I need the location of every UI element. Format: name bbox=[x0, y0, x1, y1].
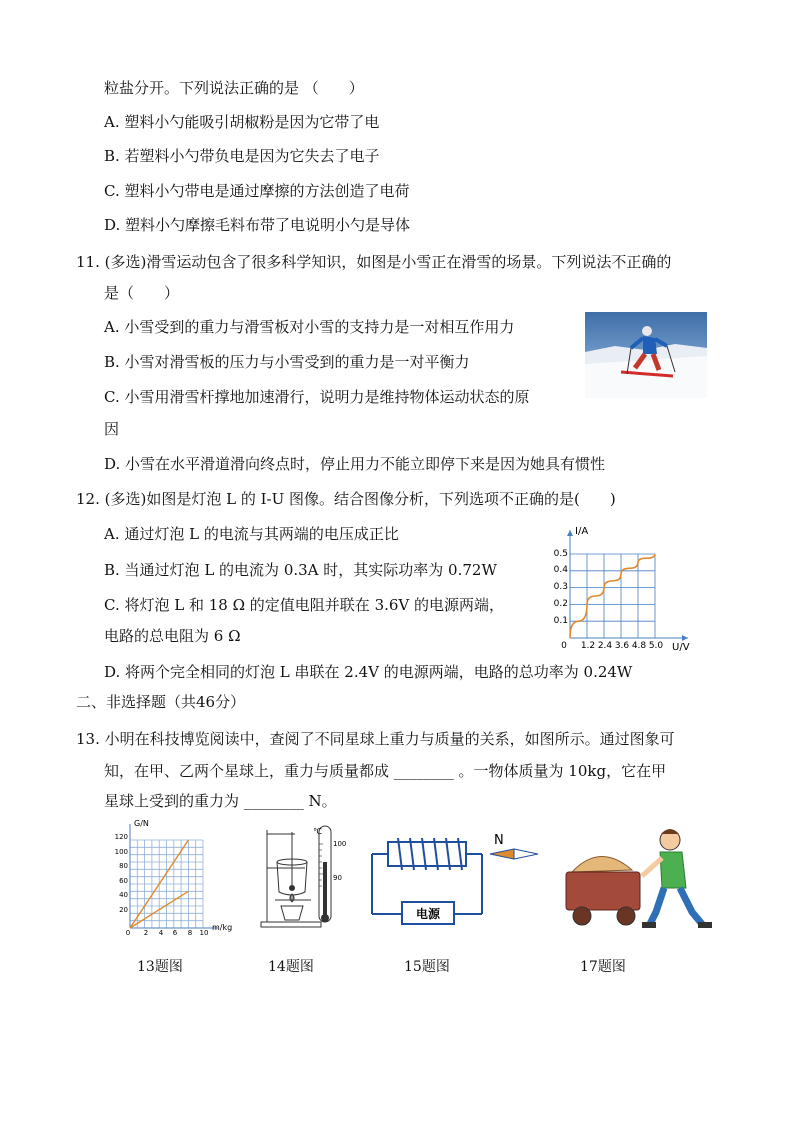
q11-option-a: A. 小雪受到的重力与滑雪板对小雪的支持力是一对相互作用力 bbox=[104, 318, 515, 336]
q12-option-c-cont: 电路的总电阻为 6 Ω bbox=[104, 627, 241, 645]
iu-xtick: 0 bbox=[561, 641, 567, 651]
gm-xtick: 0 bbox=[125, 929, 131, 936]
gm-xlabel: m/kg bbox=[212, 923, 233, 932]
figure-caption-17: 17题图 bbox=[580, 959, 626, 975]
compass-north-label: N bbox=[494, 833, 504, 848]
section-2-heading: 二、非选择题（共46分） bbox=[76, 693, 246, 711]
gm-xtick: 8 bbox=[187, 929, 193, 936]
q11-stem-line2: 是（ ） bbox=[104, 284, 180, 302]
gm-ytick: 40 bbox=[119, 891, 128, 899]
power-source-label: 电源 bbox=[415, 907, 441, 921]
q11-option-c: C. 小雪用滑雪杆撑地加速滑行，说明力是维持物体运动状态的原 bbox=[104, 388, 530, 406]
solenoid-figure bbox=[368, 830, 543, 930]
thermometer-unit: ℃ bbox=[313, 827, 322, 836]
gm-ytick: 120 bbox=[114, 833, 128, 841]
q11-stem-line1: 11. (多选)滑雪运动包含了很多科学知识，如图是小雪正在滑雪的场景。下列说法不正确的 bbox=[76, 253, 672, 271]
q10-stem: 粒盐分开。下列说法正确的是 （ ） bbox=[104, 79, 364, 97]
q13-line2: 知，在甲、乙两个星球上，重力与质量都成 ________ 。一物体质量为 10kg，它在甲 bbox=[104, 762, 667, 780]
compass-needle-icon bbox=[490, 849, 514, 859]
gm-ytick: 20 bbox=[119, 906, 128, 914]
q11-option-b: B. 小雪对滑雪板的压力与小雪受到的重力是一对平衡力 bbox=[104, 353, 470, 371]
figure-caption-14: 14题图 bbox=[268, 959, 314, 975]
iu-ytick: 0.4 bbox=[553, 565, 568, 575]
iu-ytick: 0.2 bbox=[553, 599, 568, 609]
iu-xtick: 3.6 bbox=[614, 641, 630, 651]
q12-option-d: D. 将两个完全相同的灯泡 L 串联在 2.4V 的电源两端，电路的总功率为 0.24W bbox=[104, 663, 633, 681]
gm-chart bbox=[108, 816, 238, 936]
q10-option-b: B. 若塑料小勺带负电是因为它失去了电子 bbox=[104, 147, 380, 165]
boy-pushing-cart-figure bbox=[560, 820, 720, 932]
iu-chart bbox=[548, 520, 698, 652]
gm-ytick: 80 bbox=[119, 862, 128, 870]
q12-stem: 12. (多选)如图是灯泡 L 的 I-U 图像。结合图像分析，下列选项不正确的是( ) bbox=[76, 490, 616, 508]
thermometer-mark-top: 100 bbox=[333, 840, 347, 848]
gm-xtick: 10 bbox=[199, 929, 209, 936]
gm-xtick: 6 bbox=[172, 929, 178, 936]
skiing-photo bbox=[585, 312, 707, 398]
gm-xtick: 2 bbox=[143, 929, 149, 936]
iu-xlabel: U/V bbox=[672, 642, 690, 652]
iu-ytick: 0.5 bbox=[553, 549, 568, 559]
figure-caption-15: 15题图 bbox=[404, 959, 450, 975]
gm-ylabel: G/N bbox=[134, 819, 149, 828]
q11-option-d: D. 小雪在水平滑道滑向终点时，停止用力不能立即停下来是因为她具有惯性 bbox=[104, 455, 606, 473]
figure-caption-13: 13题图 bbox=[137, 959, 183, 975]
iu-xtick: 2.4 bbox=[597, 641, 613, 651]
iu-curve bbox=[570, 554, 655, 638]
iu-ytick: 0.3 bbox=[553, 582, 568, 592]
q12-option-b: B. 当通过灯泡 L 的电流为 0.3A 时，其实际功率为 0.72W bbox=[104, 561, 497, 579]
q12-option-c: C. 将灯泡 L 和 18 Ω 的定值电阻并联在 3.6V 的电源两端， bbox=[104, 596, 505, 614]
thermometer-mark-bottom: 90 bbox=[333, 874, 342, 882]
boiling-experiment-figure bbox=[255, 822, 355, 932]
q10-option-c: C. 塑料小勺带电是通过摩擦的方法创造了电荷 bbox=[104, 182, 410, 200]
iu-ytick: 0.1 bbox=[553, 616, 568, 626]
iu-xtick: 4.8 bbox=[631, 641, 647, 651]
iu-xtick: 1.2 bbox=[580, 641, 596, 651]
q10-option-d: D. 塑料小勺摩擦毛料布带了电说明小勺是导体 bbox=[104, 216, 411, 234]
iu-ylabel: I/A bbox=[575, 526, 589, 537]
gm-ytick: 60 bbox=[119, 877, 128, 885]
q10-option-a: A. 塑料小勺能吸引胡椒粉是因为它带了电 bbox=[104, 113, 380, 131]
q11-option-c-cont: 因 bbox=[104, 420, 120, 438]
q13-line3: 星球上受到的重力为 ________ N。 bbox=[104, 792, 337, 810]
gm-ytick: 100 bbox=[114, 848, 128, 856]
q12-option-a: A. 通过灯泡 L 的电流与其两端的电压成正比 bbox=[104, 525, 399, 543]
gm-xtick: 4 bbox=[158, 929, 164, 936]
q13-line1: 13. 小明在科技博览阅读中，查阅了不同星球上重力与质量的关系，如图所示。通过图象可 bbox=[76, 730, 675, 748]
iu-xtick: 5.0 bbox=[648, 641, 664, 651]
